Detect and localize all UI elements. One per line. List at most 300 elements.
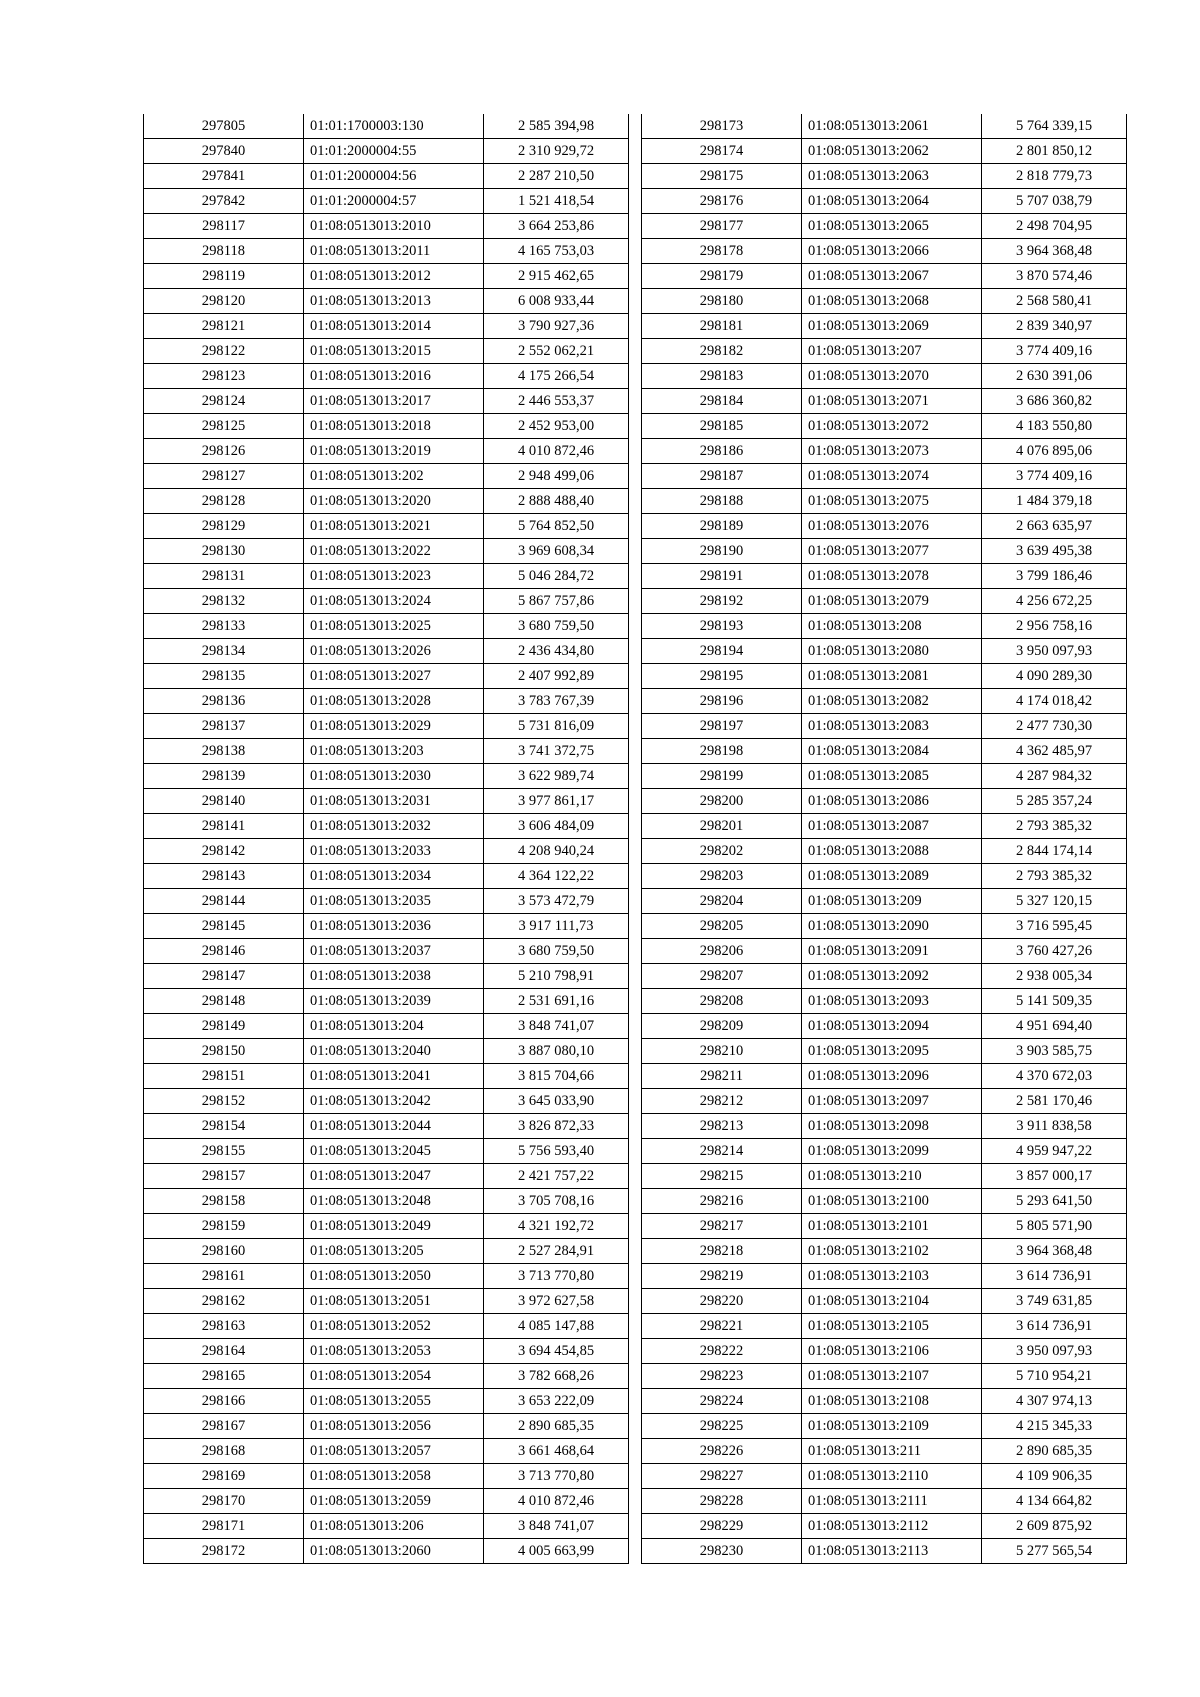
value-cell: 5 731 816,09 — [484, 714, 629, 739]
row-number-cell: 298199 — [642, 764, 802, 789]
table-row — [642, 1339, 1127, 1364]
table-row — [144, 239, 629, 264]
cadastral-number-cell: 01:08:0513013:2050 — [304, 1264, 484, 1289]
row-number-cell: 298133 — [144, 614, 304, 639]
row-number-cell: 298160 — [144, 1239, 304, 1264]
row-number-cell: 298193 — [642, 614, 802, 639]
table-row — [642, 289, 1127, 314]
row-number-cell: 298168 — [144, 1439, 304, 1464]
row-number-cell: 298139 — [144, 764, 304, 789]
cadastral-number-cell: 01:08:0513013:2016 — [304, 364, 484, 389]
table-row — [144, 1439, 629, 1464]
table-row — [144, 1514, 629, 1539]
table-row — [144, 614, 629, 639]
row-number-cell: 298145 — [144, 914, 304, 939]
cadastral-number-cell: 01:08:0513013:2029 — [304, 714, 484, 739]
table-row — [144, 314, 629, 339]
value-cell: 4 951 694,40 — [982, 1014, 1127, 1039]
cadastral-number-cell: 01:08:0513013:2084 — [802, 739, 982, 764]
table-row — [642, 689, 1127, 714]
cadastral-number-cell: 01:08:0513013:202 — [304, 464, 484, 489]
table-row — [642, 614, 1127, 639]
value-cell: 3 622 989,74 — [484, 764, 629, 789]
table-row — [642, 1214, 1127, 1239]
value-cell: 4 208 940,24 — [484, 839, 629, 864]
row-number-cell: 298141 — [144, 814, 304, 839]
cadastral-number-cell: 01:08:0513013:2039 — [304, 989, 484, 1014]
table-row — [144, 339, 629, 364]
row-number-cell: 298212 — [642, 1089, 802, 1114]
cadastral-number-cell: 01:08:0513013:2089 — [802, 864, 982, 889]
value-cell: 4 175 266,54 — [484, 364, 629, 389]
row-number-cell: 298169 — [144, 1464, 304, 1489]
row-number-cell: 298226 — [642, 1439, 802, 1464]
cadastral-number-cell: 01:08:0513013:2074 — [802, 464, 982, 489]
table-row — [642, 1489, 1127, 1514]
cadastral-number-cell: 01:08:0513013:2019 — [304, 439, 484, 464]
row-number-cell: 298128 — [144, 489, 304, 514]
cadastral-number-cell: 01:08:0513013:2034 — [304, 864, 484, 889]
table-row — [642, 964, 1127, 989]
table-row — [144, 1289, 629, 1314]
table-row — [642, 764, 1127, 789]
row-number-cell: 298189 — [642, 514, 802, 539]
cadastral-number-cell: 01:08:0513013:2080 — [802, 639, 982, 664]
table-row — [642, 1039, 1127, 1064]
value-cell: 4 256 672,25 — [982, 589, 1127, 614]
row-number-cell: 298155 — [144, 1139, 304, 1164]
table-row — [642, 539, 1127, 564]
cadastral-number-cell: 01:08:0513013:2037 — [304, 939, 484, 964]
row-number-cell: 298203 — [642, 864, 802, 889]
cadastral-number-cell: 01:08:0513013:2092 — [802, 964, 982, 989]
cadastral-number-cell: 01:08:0513013:2103 — [802, 1264, 982, 1289]
value-cell: 5 141 509,35 — [982, 989, 1127, 1014]
table-row — [642, 814, 1127, 839]
cadastral-number-cell: 01:08:0513013:2105 — [802, 1314, 982, 1339]
value-cell: 5 805 571,90 — [982, 1214, 1127, 1239]
row-number-cell: 298136 — [144, 689, 304, 714]
table-row — [144, 114, 629, 139]
row-number-cell: 298167 — [144, 1414, 304, 1439]
cadastral-number-cell: 01:08:0513013:2049 — [304, 1214, 484, 1239]
value-cell: 5 210 798,91 — [484, 964, 629, 989]
cadastral-number-cell: 01:08:0513013:2106 — [802, 1339, 982, 1364]
row-number-cell: 298202 — [642, 839, 802, 864]
cadastral-number-cell: 01:08:0513013:2077 — [802, 539, 982, 564]
value-cell: 2 663 635,97 — [982, 514, 1127, 539]
cadastral-number-cell: 01:08:0513013:2072 — [802, 414, 982, 439]
value-cell: 3 760 427,26 — [982, 939, 1127, 964]
table-row — [144, 964, 629, 989]
table-row — [642, 1389, 1127, 1414]
value-cell: 4 076 895,06 — [982, 439, 1127, 464]
cadastral-number-cell: 01:08:0513013:2044 — [304, 1114, 484, 1139]
row-number-cell: 298132 — [144, 589, 304, 614]
value-cell: 5 756 593,40 — [484, 1139, 629, 1164]
table-row — [144, 1314, 629, 1339]
row-number-cell: 298138 — [144, 739, 304, 764]
row-number-cell: 298210 — [642, 1039, 802, 1064]
row-number-cell: 298126 — [144, 439, 304, 464]
cadastral-number-cell: 01:08:0513013:2062 — [802, 139, 982, 164]
table-row — [144, 1189, 629, 1214]
value-cell: 4 010 872,46 — [484, 439, 629, 464]
cadastral-number-cell: 01:08:0513013:2112 — [802, 1514, 982, 1539]
value-cell: 2 630 391,06 — [982, 364, 1127, 389]
value-cell: 4 362 485,97 — [982, 739, 1127, 764]
row-number-cell: 298170 — [144, 1489, 304, 1514]
cadastral-number-cell: 01:08:0513013:204 — [304, 1014, 484, 1039]
table-row — [144, 464, 629, 489]
cadastral-number-cell: 01:08:0513013:2052 — [304, 1314, 484, 1339]
row-number-cell: 298213 — [642, 1114, 802, 1139]
row-number-cell: 298218 — [642, 1239, 802, 1264]
value-cell: 3 694 454,85 — [484, 1339, 629, 1364]
cadastral-number-cell: 01:08:0513013:2067 — [802, 264, 982, 289]
table-row — [642, 1139, 1127, 1164]
table-row — [642, 264, 1127, 289]
table-row — [642, 439, 1127, 464]
cadastral-number-cell: 01:08:0513013:2068 — [802, 289, 982, 314]
value-cell: 3 964 368,48 — [982, 239, 1127, 264]
table-row — [642, 989, 1127, 1014]
value-cell: 4 287 984,32 — [982, 764, 1127, 789]
value-cell: 3 887 080,10 — [484, 1039, 629, 1064]
value-cell: 5 327 120,15 — [982, 889, 1127, 914]
row-number-cell: 298140 — [144, 789, 304, 814]
cadastral-number-cell: 01:08:0513013:2063 — [802, 164, 982, 189]
value-cell: 6 008 933,44 — [484, 289, 629, 314]
table-row — [144, 1389, 629, 1414]
row-number-cell: 298130 — [144, 539, 304, 564]
value-cell: 2 421 757,22 — [484, 1164, 629, 1189]
row-number-cell: 298225 — [642, 1414, 802, 1439]
cadastral-number-cell: 01:08:0513013:2030 — [304, 764, 484, 789]
row-number-cell: 298176 — [642, 189, 802, 214]
value-cell: 2 531 691,16 — [484, 989, 629, 1014]
value-cell: 3 606 484,09 — [484, 814, 629, 839]
table-row — [144, 1339, 629, 1364]
cadastral-number-cell: 01:08:0513013:2087 — [802, 814, 982, 839]
table-row — [144, 289, 629, 314]
row-number-cell: 298163 — [144, 1314, 304, 1339]
cadastral-number-cell: 01:08:0513013:2096 — [802, 1064, 982, 1089]
cadastral-number-cell: 01:08:0513013:2056 — [304, 1414, 484, 1439]
table-row — [642, 1189, 1127, 1214]
value-cell: 3 645 033,90 — [484, 1089, 629, 1114]
table-row — [642, 714, 1127, 739]
value-cell: 2 956 758,16 — [982, 614, 1127, 639]
row-number-cell: 298148 — [144, 989, 304, 1014]
cadastral-number-cell: 01:08:0513013:211 — [802, 1439, 982, 1464]
row-number-cell: 298159 — [144, 1214, 304, 1239]
row-number-cell: 298181 — [642, 314, 802, 339]
table-row — [144, 839, 629, 864]
cadastral-number-cell: 01:01:1700003:130 — [304, 114, 484, 139]
table-row — [144, 639, 629, 664]
table-row — [642, 189, 1127, 214]
row-number-cell: 298137 — [144, 714, 304, 739]
table-row — [144, 264, 629, 289]
cadastral-number-cell: 01:08:0513013:2054 — [304, 1364, 484, 1389]
cadastral-number-cell: 01:08:0513013:2095 — [802, 1039, 982, 1064]
value-cell: 3 972 627,58 — [484, 1289, 629, 1314]
cadastral-number-cell: 01:08:0513013:2083 — [802, 714, 982, 739]
table-row — [642, 939, 1127, 964]
value-cell: 3 639 495,38 — [982, 539, 1127, 564]
table-row — [144, 1239, 629, 1264]
cadastral-number-cell: 01:08:0513013:2079 — [802, 589, 982, 614]
value-cell: 2 477 730,30 — [982, 714, 1127, 739]
value-cell: 4 165 753,03 — [484, 239, 629, 264]
cadastral-number-cell: 01:08:0513013:2110 — [802, 1464, 982, 1489]
value-cell: 3 917 111,73 — [484, 914, 629, 939]
cadastral-number-cell: 01:08:0513013:2078 — [802, 564, 982, 589]
cadastral-number-cell: 01:08:0513013:2012 — [304, 264, 484, 289]
row-number-cell: 298149 — [144, 1014, 304, 1039]
cadastral-number-cell: 01:08:0513013:2036 — [304, 914, 484, 939]
table-row — [642, 1314, 1127, 1339]
row-number-cell: 298206 — [642, 939, 802, 964]
value-cell: 2 801 850,12 — [982, 139, 1127, 164]
cadastral-number-cell: 01:08:0513013:2035 — [304, 889, 484, 914]
value-cell: 5 764 852,50 — [484, 514, 629, 539]
row-number-cell: 298134 — [144, 639, 304, 664]
table-row — [144, 714, 629, 739]
cadastral-number-cell: 01:08:0513013:2085 — [802, 764, 982, 789]
row-number-cell: 298230 — [642, 1539, 802, 1564]
row-number-cell: 298125 — [144, 414, 304, 439]
table-row — [642, 139, 1127, 164]
row-number-cell: 298173 — [642, 114, 802, 139]
table-row — [642, 414, 1127, 439]
cadastral-number-cell: 01:01:2000004:56 — [304, 164, 484, 189]
table-row — [144, 1064, 629, 1089]
value-cell: 1 484 379,18 — [982, 489, 1127, 514]
value-cell: 3 911 838,58 — [982, 1114, 1127, 1139]
value-cell: 3 680 759,50 — [484, 939, 629, 964]
table-row — [642, 914, 1127, 939]
table-row — [144, 214, 629, 239]
table-row — [642, 1239, 1127, 1264]
table-row — [144, 1164, 629, 1189]
table-row — [144, 414, 629, 439]
row-number-cell: 298192 — [642, 589, 802, 614]
cadastral-number-cell: 01:08:0513013:203 — [304, 739, 484, 764]
row-number-cell: 298187 — [642, 464, 802, 489]
value-cell: 3 661 468,64 — [484, 1439, 629, 1464]
value-cell: 2 498 704,95 — [982, 214, 1127, 239]
value-cell: 5 707 038,79 — [982, 189, 1127, 214]
row-number-cell: 298120 — [144, 289, 304, 314]
row-number-cell: 298208 — [642, 989, 802, 1014]
value-cell: 4 109 906,35 — [982, 1464, 1127, 1489]
table-row — [144, 1539, 629, 1564]
cadastral-number-cell: 01:08:0513013:2028 — [304, 689, 484, 714]
value-cell: 2 839 340,97 — [982, 314, 1127, 339]
cadastral-number-cell: 01:08:0513013:2066 — [802, 239, 982, 264]
table-row — [642, 1164, 1127, 1189]
value-cell: 4 090 289,30 — [982, 664, 1127, 689]
value-cell: 3 870 574,46 — [982, 264, 1127, 289]
value-cell: 5 710 954,21 — [982, 1364, 1127, 1389]
cadastral-number-cell: 01:08:0513013:2111 — [802, 1489, 982, 1514]
table-row — [144, 164, 629, 189]
table-row — [642, 214, 1127, 239]
row-number-cell: 298158 — [144, 1189, 304, 1214]
table-row — [642, 789, 1127, 814]
cadastral-number-cell: 01:08:0513013:208 — [802, 614, 982, 639]
cadastral-number-cell: 01:08:0513013:2059 — [304, 1489, 484, 1514]
value-cell: 5 046 284,72 — [484, 564, 629, 589]
row-number-cell: 298129 — [144, 514, 304, 539]
table-row — [642, 839, 1127, 864]
value-cell: 2 948 499,06 — [484, 464, 629, 489]
table-row — [144, 789, 629, 814]
cadastral-number-cell: 01:08:0513013:2069 — [802, 314, 982, 339]
value-cell: 4 134 664,82 — [982, 1489, 1127, 1514]
value-cell: 2 452 953,00 — [484, 414, 629, 439]
value-cell: 3 826 872,33 — [484, 1114, 629, 1139]
row-number-cell: 298175 — [642, 164, 802, 189]
table-row — [144, 689, 629, 714]
cadastral-number-cell: 01:08:0513013:2057 — [304, 1439, 484, 1464]
value-cell: 5 867 757,86 — [484, 589, 629, 614]
value-cell: 3 713 770,80 — [484, 1464, 629, 1489]
value-cell: 5 293 641,50 — [982, 1189, 1127, 1214]
row-number-cell: 298229 — [642, 1514, 802, 1539]
value-cell: 3 969 608,34 — [484, 539, 629, 564]
row-number-cell: 297805 — [144, 114, 304, 139]
value-cell: 2 568 580,41 — [982, 289, 1127, 314]
table-row — [642, 1264, 1127, 1289]
cadastral-number-cell: 01:08:0513013:2041 — [304, 1064, 484, 1089]
cadastral-number-cell: 01:08:0513013:2101 — [802, 1214, 982, 1239]
table-row — [642, 1414, 1127, 1439]
row-number-cell: 298215 — [642, 1164, 802, 1189]
value-cell: 2 585 394,98 — [484, 114, 629, 139]
row-number-cell: 298166 — [144, 1389, 304, 1414]
table-row — [144, 539, 629, 564]
cadastral-number-cell: 01:08:0513013:2023 — [304, 564, 484, 589]
value-cell: 2 527 284,91 — [484, 1239, 629, 1264]
cadastral-number-cell: 01:08:0513013:2099 — [802, 1139, 982, 1164]
cadastral-number-cell: 01:08:0513013:2025 — [304, 614, 484, 639]
table-row — [144, 1414, 629, 1439]
value-cell: 3 705 708,16 — [484, 1189, 629, 1214]
row-number-cell: 298164 — [144, 1339, 304, 1364]
row-number-cell: 298227 — [642, 1464, 802, 1489]
value-cell: 1 521 418,54 — [484, 189, 629, 214]
row-number-cell: 298197 — [642, 714, 802, 739]
cadastral-number-cell: 01:08:0513013:2027 — [304, 664, 484, 689]
cadastral-number-cell: 01:08:0513013:2102 — [802, 1239, 982, 1264]
cadastral-number-cell: 01:08:0513013:2021 — [304, 514, 484, 539]
row-number-cell: 298209 — [642, 1014, 802, 1039]
row-number-cell: 298219 — [642, 1264, 802, 1289]
row-number-cell: 298123 — [144, 364, 304, 389]
cadastral-number-cell: 01:08:0513013:210 — [802, 1164, 982, 1189]
table-row — [144, 1114, 629, 1139]
row-number-cell: 297840 — [144, 139, 304, 164]
table-row — [144, 1039, 629, 1064]
cadastral-number-cell: 01:08:0513013:2053 — [304, 1339, 484, 1364]
table-row — [144, 1139, 629, 1164]
value-cell: 3 790 927,36 — [484, 314, 629, 339]
cadastral-number-cell: 01:08:0513013:2045 — [304, 1139, 484, 1164]
row-number-cell: 298224 — [642, 1389, 802, 1414]
row-number-cell: 298127 — [144, 464, 304, 489]
row-number-cell: 298217 — [642, 1214, 802, 1239]
row-number-cell: 298179 — [642, 264, 802, 289]
value-cell: 3 573 472,79 — [484, 889, 629, 914]
row-number-cell: 298194 — [642, 639, 802, 664]
cadastral-number-cell: 01:08:0513013:2058 — [304, 1464, 484, 1489]
value-cell: 2 938 005,34 — [982, 964, 1127, 989]
row-number-cell: 298204 — [642, 889, 802, 914]
row-number-cell: 297841 — [144, 164, 304, 189]
cadastral-number-cell: 01:01:2000004:55 — [304, 139, 484, 164]
cadastral-number-cell: 01:08:0513013:2038 — [304, 964, 484, 989]
row-number-cell: 298146 — [144, 939, 304, 964]
value-cell: 2 915 462,65 — [484, 264, 629, 289]
value-cell: 4 321 192,72 — [484, 1214, 629, 1239]
row-number-cell: 297842 — [144, 189, 304, 214]
row-number-cell: 298200 — [642, 789, 802, 814]
cadastral-number-cell: 01:08:0513013:2094 — [802, 1014, 982, 1039]
value-cell: 3 857 000,17 — [982, 1164, 1127, 1189]
table-row — [642, 164, 1127, 189]
parcel-table-left — [143, 114, 629, 1564]
value-cell: 3 716 595,45 — [982, 914, 1127, 939]
table-row — [642, 114, 1127, 139]
cadastral-number-cell: 01:08:0513013:209 — [802, 889, 982, 914]
table-row — [144, 514, 629, 539]
cadastral-number-cell: 01:08:0513013:2020 — [304, 489, 484, 514]
value-cell: 2 407 992,89 — [484, 664, 629, 689]
cadastral-number-cell: 01:08:0513013:2055 — [304, 1389, 484, 1414]
value-cell: 5 277 565,54 — [982, 1539, 1127, 1564]
row-number-cell: 298117 — [144, 214, 304, 239]
cadastral-number-cell: 01:08:0513013:2017 — [304, 389, 484, 414]
table-row — [642, 314, 1127, 339]
table-row — [642, 514, 1127, 539]
row-number-cell: 298184 — [642, 389, 802, 414]
table-row — [642, 564, 1127, 589]
value-cell: 2 844 174,14 — [982, 839, 1127, 864]
cadastral-number-cell: 01:08:0513013:2061 — [802, 114, 982, 139]
row-number-cell: 298207 — [642, 964, 802, 989]
row-number-cell: 298223 — [642, 1364, 802, 1389]
value-cell: 3 977 861,17 — [484, 789, 629, 814]
value-cell: 3 799 186,46 — [982, 564, 1127, 589]
value-cell: 2 436 434,80 — [484, 639, 629, 664]
value-cell: 3 815 704,66 — [484, 1064, 629, 1089]
table-row — [642, 489, 1127, 514]
row-number-cell: 298119 — [144, 264, 304, 289]
cadastral-number-cell: 01:08:0513013:205 — [304, 1239, 484, 1264]
value-cell: 4 364 122,22 — [484, 864, 629, 889]
row-number-cell: 298190 — [642, 539, 802, 564]
value-cell: 4 183 550,80 — [982, 414, 1127, 439]
value-cell: 2 552 062,21 — [484, 339, 629, 364]
value-cell: 4 307 974,13 — [982, 1389, 1127, 1414]
row-number-cell: 298216 — [642, 1189, 802, 1214]
table-row — [144, 1014, 629, 1039]
cadastral-number-cell: 01:08:0513013:2026 — [304, 639, 484, 664]
value-cell: 2 888 488,40 — [484, 489, 629, 514]
